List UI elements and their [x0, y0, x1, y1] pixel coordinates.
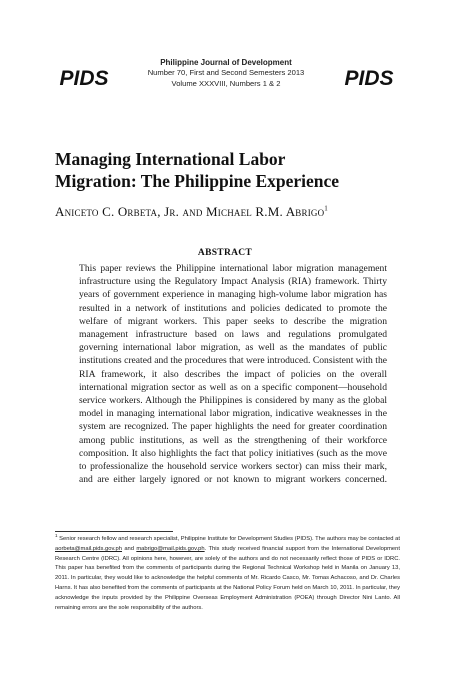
journal-header [115, 58, 337, 89]
footnote-marker: 1 [324, 204, 328, 213]
journal-volume: Volume XXXVIII, Numbers 1 & 2 [171, 78, 281, 88]
abstract-heading: ABSTRACT [197, 248, 253, 258]
pids-logo-text: PIDS [59, 67, 109, 88]
footnote [55, 535, 400, 613]
pids-logo-right [340, 66, 398, 88]
abstract-body [79, 262, 387, 486]
author-2: Michael R.M. Abrigo [206, 204, 325, 219]
author-list [55, 204, 400, 220]
footnote-text-start: Senior research fellow and research specialist, Philippine Institute for Development Studies (PIDS). The authors may be contacted at [59, 536, 400, 542]
abstract-text: This paper reviews the Philippine international labor migration management infrastructure using the Regulatory Impact Analysis (RIA) framework. Thirty years of government experience in managing high-volume labor migration has resulted in a network of institutions and policies dedicated to promote the welfare of migrant workers. This paper seeks to describe the migration management infrastructure based on laws and regulations promulgated governing international labor migration, as well as the mandates of public institutions created and the procedures that were introduced. Consistent with the RIA framework, it also describes the impact of policies on the overall international migration sector as well as on a specific component—household service workers. Although the Philippines is considered by many as the global model in managing international labor migration, indicative weaknesses in the system are recognized. The paper highlights the need for greater coordination among public institutions, as well as the strengthening of their workforce composition. It also highlights the fact that policy initiatives (such as the move to professionalize the household service workers sector) can miss their mark, and are either largely ignored or not known to migrant workers concerned. [79, 263, 387, 486]
footnote-divider [55, 531, 173, 532]
pids-logo-mark [55, 66, 113, 88]
paper-title-line-1: Managing International Labor [55, 149, 286, 169]
journal-title: Philippine Journal of Development [160, 58, 292, 67]
author-1: Aniceto C. Orbeta, Jr. [55, 204, 180, 219]
pids-logo-text: PIDS [344, 67, 394, 88]
paper-title [55, 148, 400, 192]
email-link-orbeta[interactable]: aorbeta@mail.pids.gov.ph [55, 545, 123, 552]
pids-logo-mark [340, 66, 398, 88]
paper-title-line-2: Migration: The Philippine Experience [55, 171, 340, 191]
email-link-abrigo[interactable]: mabrigo@mail.pids.gov.ph [136, 545, 205, 552]
journal-issue: Number 70, First and Second Semesters 2013 [147, 68, 305, 78]
footnote-email-joiner: and [122, 545, 137, 552]
author-joiner: and [179, 204, 207, 219]
pids-logo-left [55, 66, 113, 88]
footnote-number: 1 [55, 533, 58, 539]
footnote-text-end: . This study received financial support from the International Development Research Centre (IDRC). All opinions here, however, are solely of the authors and do not necessarily reflect those of PIDS or IDRC. This paper has benefited from the comments of participants during the Regional Technical Workshop held in Manila on January 13, 2011. In particular, they would like to acknowledge the helpful comments of Mr. Ricardo Casco, Mr. Tomas Achacoso, and Dr. Charles Harns. It has also benefited from the comments of participants at the National Policy Forum held on March 10, 2011. In particular, they acknowledge the inputs provided by the Philippine Overseas Employment Administration (POEA) through Director Nini Lanto. All remaining errors are the sole responsibility of the authors. [55, 545, 400, 611]
